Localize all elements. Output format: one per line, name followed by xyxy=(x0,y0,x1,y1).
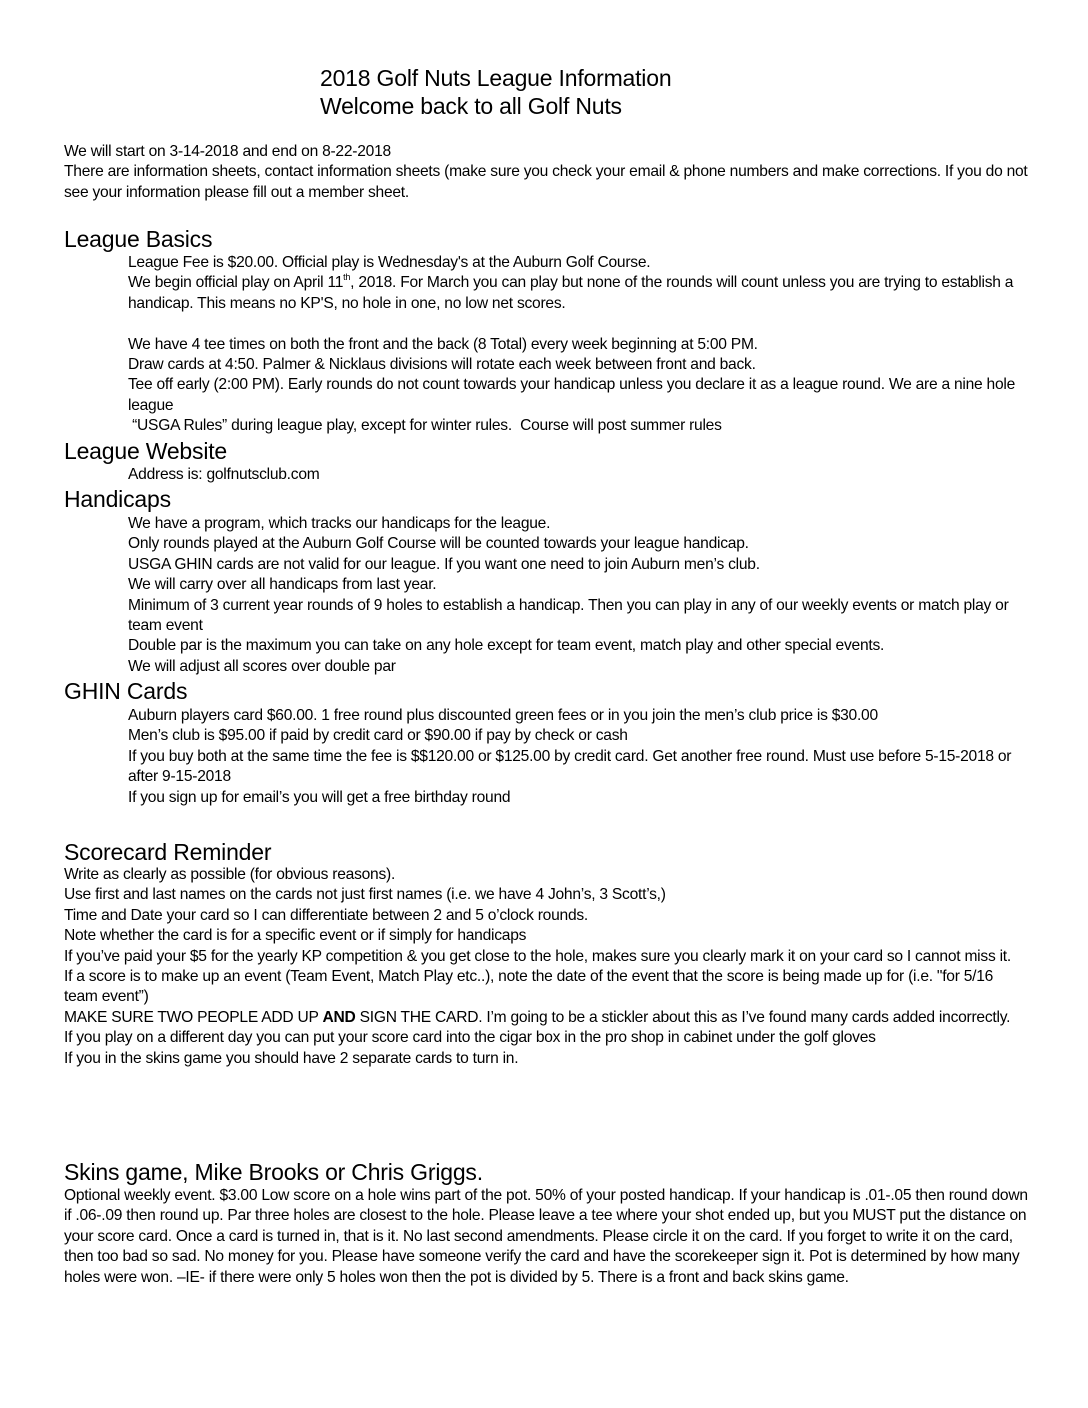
intro-paragraph xyxy=(64,142,1044,203)
sign-emphasis: AND xyxy=(322,1008,356,1026)
list-item: We have a program, which tracks our handicaps for the league. xyxy=(128,515,551,532)
list-item: Double par is the maximum you can take on any hole except for team event, match play and other special events. xyxy=(128,637,885,655)
list-item: Tee off early (2:00 PM). Early rounds do not count towards your handicap unless you declare it as a league round. We are a nine hole league xyxy=(128,376,1015,414)
intro-info-sheets: There are information sheets, contact information sheets (make sure you check your email & phone numbers and make corrections. If you do not see your information please fill out a member sheet. xyxy=(64,163,1028,201)
skins-game-body xyxy=(64,1186,1029,1288)
league-website-list xyxy=(128,465,1028,485)
sign-post: SIGN THE CARD. I’m going to be a stickler about this as I’ve found many cards added incorrectly. xyxy=(355,1008,1011,1026)
list-item: USGA GHIN cards are not valid for our league. If you want one need to join Auburn men’s club. xyxy=(128,555,760,573)
begin-play-text xyxy=(128,273,1028,314)
spacer xyxy=(128,314,1028,334)
document-title xyxy=(320,64,671,120)
heading-scorecard-reminder: Scorecard Reminder xyxy=(64,839,272,865)
list-item: Auburn players card $60.00. 1 free round plus discounted green fees or in you join the men’s club price is $30.00 xyxy=(128,707,878,724)
list-item: Minimum of 3 current year rounds of 9 holes to establish a handicap. Then you can play in any of our weekly events or match play or team event xyxy=(128,596,1009,635)
league-fee-text: League Fee is $20.00. Official play is Wednesday's at the Auburn Golf Course. xyxy=(128,254,651,271)
list-item: “USGA Rules” during league play, except for winter rules. Course will post summer rules xyxy=(128,417,722,435)
list-item: If you in the skins game you should have 2 separate cards to turn in. xyxy=(64,1049,519,1067)
list-item: If you play on a different day you can put your score card into the cigar box in the pro shop in cabinet under the golf gloves xyxy=(64,1029,876,1047)
list-item: Write as clearly as possible (for obvious reasons). xyxy=(64,866,396,883)
list-item: Note whether the card is for a specific event or if simply for handicaps xyxy=(64,927,527,945)
heading-league-website: League Website xyxy=(64,438,228,464)
heading-ghin-cards: GHIN Cards xyxy=(64,678,188,704)
handicaps-list xyxy=(128,514,1028,677)
list-item: If you buy both at the same time the fee is $$120.00 or $125.00 by credit card. Get another free round. Must use before 5-15-2018 or after 9-15-2018 xyxy=(128,747,1012,786)
list-item: If a score is to make up an event (Team Event, Match Play etc..), note the date of the event that the score is being made up for (i.e. "for 5/16 team event”) xyxy=(64,968,994,1006)
heading-handicaps: Handicaps xyxy=(64,486,171,512)
title-line-2: Welcome back to all Golf Nuts xyxy=(320,93,622,119)
heading-league-basics: League Basics xyxy=(64,226,213,252)
skins-game-text: Optional weekly event. $3.00 Low score on a hole wins part of the pot. 50% of your posted handicap. If your handicap is .01-.05 then round down if .06-.09 then round up. Par three holes are closest to the hole. Please leave a tee where your shot ended up, but you MUST put the distance on your score card. Once a card is turned in, that is it. No last second amendments. Please circle it on the card. If you forget to write it on the card, then too bad so sad. No money for you. Please have someone verify the card and have the scorekeeper sign it. Pot is determined by how many holes were won. –IE- if there were only 5 holes won then the pot is divided by 5. There is a front and back skins game. xyxy=(64,1187,1028,1286)
heading-skins-game: Skins game, Mike Brooks or Chris Griggs. xyxy=(64,1159,483,1185)
sign-pre: MAKE SURE TWO PEOPLE ADD UP xyxy=(64,1008,323,1026)
list-item: We have 4 tee times on both the front and the back (8 Total) every week beginning at 5:00 PM. xyxy=(128,335,758,353)
intro-dates: We will start on 3-14-2018 and end on 8-22-2018 xyxy=(64,143,391,160)
begin-pre: We begin official play on April 11 xyxy=(128,274,344,292)
list-item: Draw cards at 4:50. Palmer & Nicklaus divisions will rotate each week between front and back. xyxy=(128,356,756,374)
list-item: If you’ve paid your $5 for the yearly KP competition & you get close to the hole, makes sure you clearly mark it on your card so I cannot miss it. xyxy=(64,947,1011,965)
ghin-cards-list xyxy=(128,706,1028,808)
scorecard-reminder-list xyxy=(64,865,1029,1069)
title-line-1: 2018 Golf Nuts League Information xyxy=(320,65,672,91)
website-address: Address is: golfnutsclub.com xyxy=(128,466,320,483)
list-item: If you sign up for email’s you will get a free birthday round xyxy=(128,788,511,806)
league-basics-list xyxy=(128,253,1028,437)
list-item: We will adjust all scores over double par xyxy=(128,657,396,675)
list-item: Men’s club is $95.00 if paid by credit card or $90.00 if pay by check or cash xyxy=(128,727,628,745)
ordinal-suffix: th xyxy=(343,272,351,283)
list-item: Time and Date your card so I can differentiate between 2 and 5 o’clock rounds. xyxy=(64,906,588,924)
list-item: We will carry over all handicaps from last year. xyxy=(128,576,437,594)
sign-card-instruction xyxy=(64,1008,1029,1028)
list-item: Use first and last names on the cards not just first names (i.e. we have 4 John’s, 3 Scott’s,) xyxy=(64,886,666,904)
list-item: Only rounds played at the Auburn Golf Course will be counted towards your league handicap. xyxy=(128,535,749,553)
begin-post: , 2018. For March you can play but none of the rounds will count unless you are trying to establish a handicap. This means no KP'S, no hole in one, no low net scores. xyxy=(128,274,1014,312)
